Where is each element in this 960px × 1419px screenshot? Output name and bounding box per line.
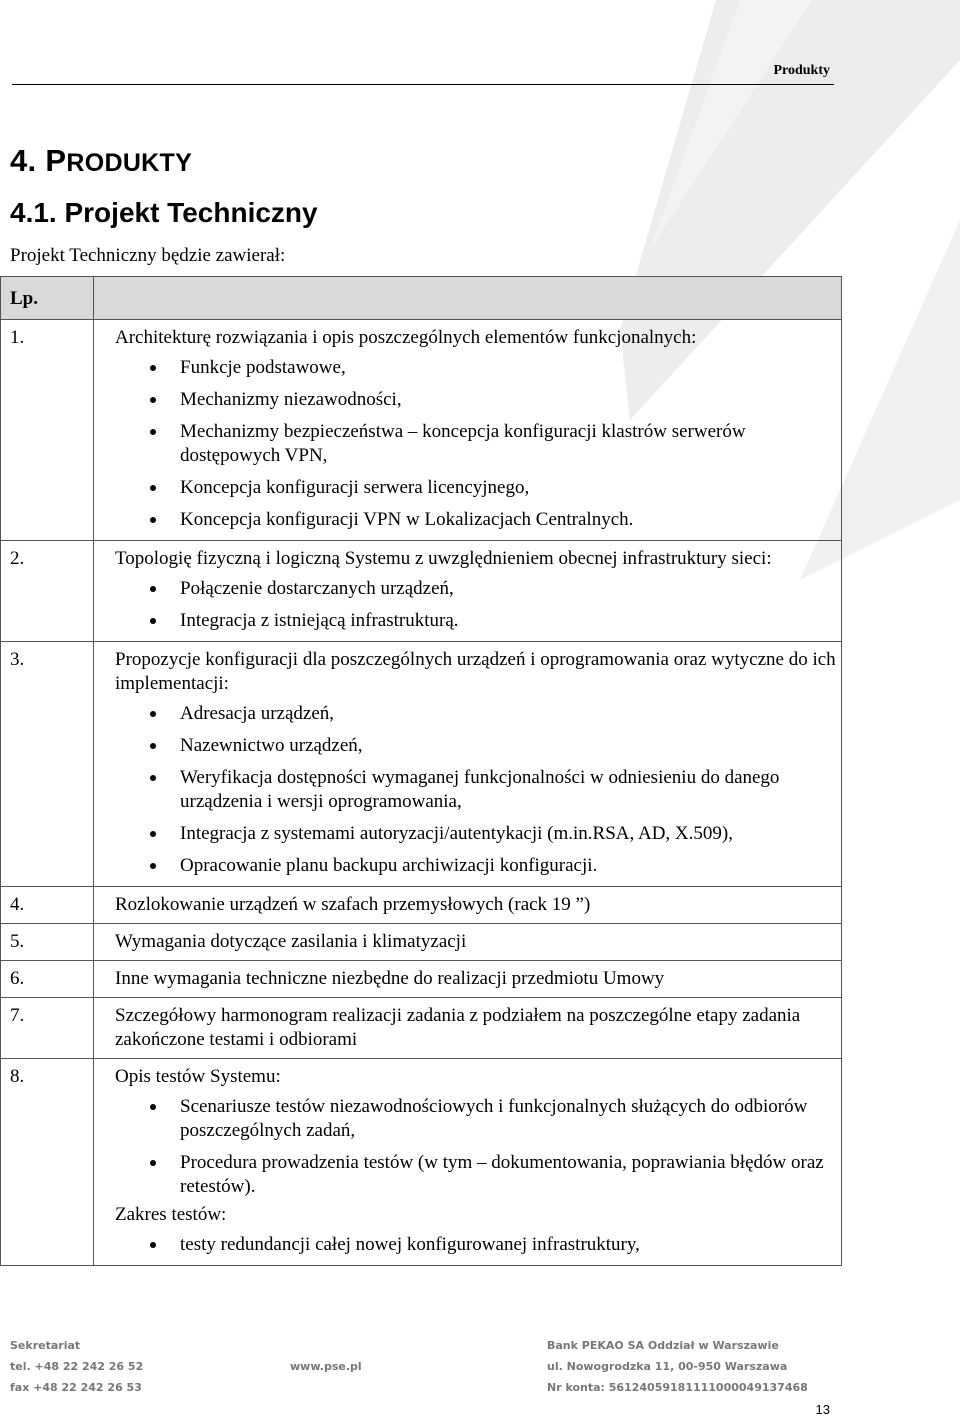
row-number: 8. xyxy=(1,1059,94,1266)
row-description: Rozlokowanie urządzeń w szafach przemysłowych (rack 19 ”) xyxy=(115,894,591,915)
row-number: 3. xyxy=(1,642,94,887)
row-description-cell xyxy=(94,961,842,998)
bullet-item: testy redundancji całej nowej konfigurowanej infrastruktury, xyxy=(180,1233,837,1257)
bullet-item: Funkcje podstawowe, xyxy=(180,356,837,380)
table-row xyxy=(1,541,842,642)
table-row xyxy=(1,998,842,1059)
row-description-cell xyxy=(94,642,842,887)
header-rule xyxy=(12,84,834,85)
chapter-title-first: P xyxy=(45,143,67,178)
bullet-list xyxy=(115,1095,837,1199)
column-header-description xyxy=(94,277,842,320)
row-number: 4. xyxy=(1,887,94,924)
row-description-cell xyxy=(94,887,842,924)
table-body xyxy=(1,320,842,1266)
bullet-item: Procedura prowadzenia testów (w tym – dokumentowania, poprawiania błędów oraz retestów). xyxy=(180,1151,837,1199)
chapter-heading xyxy=(10,143,192,179)
bullet-item: Scenariusze testów niezawodnościowych i funkcjonalnych służących do odbiorów poszczególnych zadań, xyxy=(180,1095,837,1143)
bullet-item: Mechanizmy niezawodności, xyxy=(180,388,837,412)
table-row xyxy=(1,924,842,961)
row-number: 6. xyxy=(1,961,94,998)
row-description-cell xyxy=(94,541,842,642)
bullet-list xyxy=(115,577,837,633)
table-row xyxy=(1,961,842,998)
table-header-row xyxy=(1,277,842,320)
chapter-title-rest: RODUKTY xyxy=(66,149,193,177)
footer-contact-line: tel. +48 22 242 26 52 xyxy=(10,1360,144,1373)
table-row xyxy=(1,887,842,924)
column-header-lp: Lp. xyxy=(1,277,94,320)
page-number: 13 xyxy=(815,1402,830,1417)
row-description: Wymagania dotyczące zasilania i klimatyzacji xyxy=(115,931,467,952)
footer-bank-line: Bank PEKAO SA Oddział w Warszawie xyxy=(547,1339,779,1352)
footer-bank-line: ul. Nowogrodzka 11, 00-950 Warszawa xyxy=(547,1360,788,1373)
footer-bank xyxy=(547,1335,808,1398)
row-number: 2. xyxy=(1,541,94,642)
row-description-cell xyxy=(94,1059,842,1266)
table-row xyxy=(1,1059,842,1266)
bullet-item: Połączenie dostarczanych urządzeń, xyxy=(180,577,837,601)
requirements-table xyxy=(0,276,842,1266)
chapter-number: 4. xyxy=(10,143,37,178)
row-description: Propozycje konfiguracji dla poszczególnych urządzeń i oprogramowania oraz wytyczne do ich implementacji: xyxy=(115,649,836,694)
table-row xyxy=(1,320,842,541)
row-number: 1. xyxy=(1,320,94,541)
bullet-item: Opracowanie planu backupu archiwizacji konfiguracji. xyxy=(180,854,837,878)
bullet-item: Adresacja urządzeń, xyxy=(180,702,837,726)
bullet-item: Nazewnictwo urządzeń, xyxy=(180,734,837,758)
bullet-item: Koncepcja konfiguracji serwera licencyjnego, xyxy=(180,476,837,500)
section-heading: 4.1. Projekt Techniczny xyxy=(10,197,318,228)
footer-website: www.pse.pl xyxy=(290,1360,362,1373)
bullet-item: Koncepcja konfiguracji VPN w Lokalizacjach Centralnych. xyxy=(180,508,837,532)
row-description-cell xyxy=(94,320,842,541)
row-description: Inne wymagania techniczne niezbędne do realizacji przedmiotu Umowy xyxy=(115,968,665,989)
row-description: Topologię fizyczną i logiczną Systemu z uwzględnieniem obecnej infrastruktury sieci: xyxy=(115,548,772,569)
header-section-label: Produkty xyxy=(773,63,830,78)
row-number: 7. xyxy=(1,998,94,1059)
footer-contact-line: Sekretariat xyxy=(10,1339,81,1352)
row-number: 5. xyxy=(1,924,94,961)
row-description-cell xyxy=(94,998,842,1059)
row-description: Architekturę rozwiązania i opis poszczególnych elementów funkcjonalnych: xyxy=(115,327,697,348)
row-description: Szczegółowy harmonogram realizacji zadania z podziałem na poszczególne etapy zadania zakończone testami i odbiorami xyxy=(115,1005,801,1050)
footer-contact-line: fax +48 22 242 26 53 xyxy=(10,1381,142,1394)
intro-text: Projekt Techniczny będzie zawierał: xyxy=(10,245,286,266)
row-subtext: Zakres testów: xyxy=(115,1204,227,1225)
footer-contact xyxy=(10,1335,143,1398)
row-description-cell xyxy=(94,924,842,961)
bullet-list xyxy=(115,356,837,532)
bullet-list xyxy=(115,1233,837,1257)
bullet-item: Weryfikacja dostępności wymaganej funkcjonalności w odniesieniu do danego urządzenia i wersji oprogramowania, xyxy=(180,766,837,814)
bullet-item: Integracja z istniejącą infrastrukturą. xyxy=(180,609,837,633)
row-description: Opis testów Systemu: xyxy=(115,1066,281,1087)
bullet-list xyxy=(115,702,837,878)
bullet-item: Integracja z systemami autoryzacji/autentykacji (m.in.RSA, AD, X.509), xyxy=(180,822,837,846)
footer-bank-line: Nr konta: 56124059181111000049137468 xyxy=(547,1381,808,1394)
table-row xyxy=(1,642,842,887)
bullet-item: Mechanizmy bezpieczeństwa – koncepcja konfiguracji klastrów serwerów dostępowych VPN, xyxy=(180,420,837,468)
